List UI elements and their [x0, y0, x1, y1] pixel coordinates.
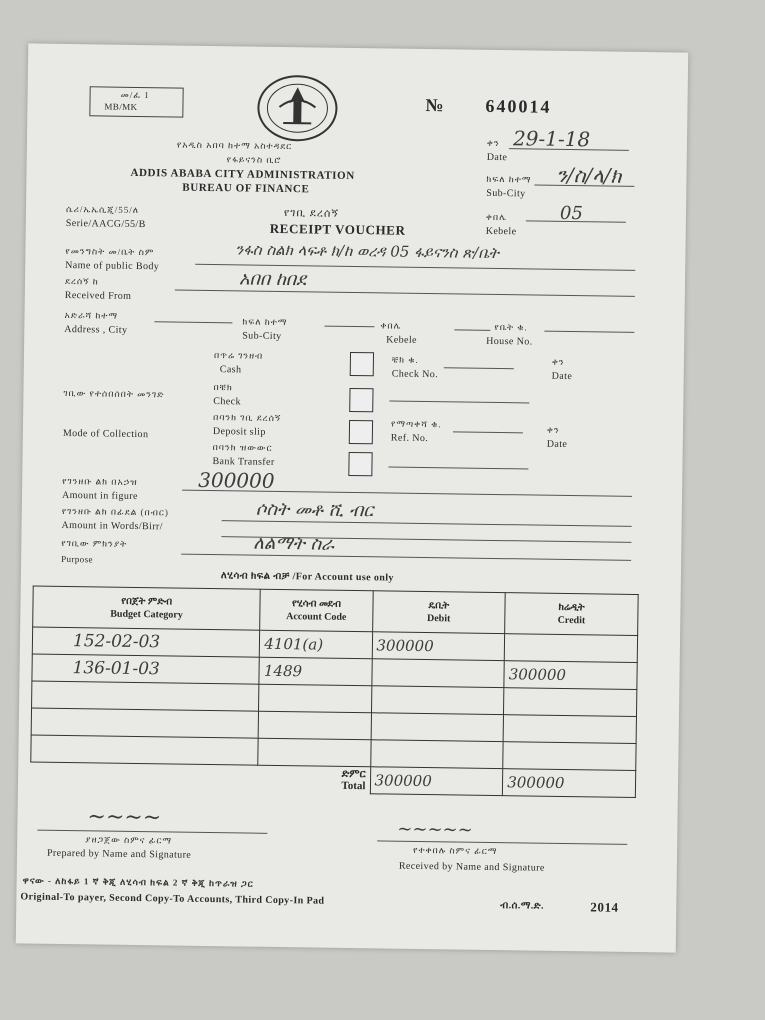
year: 2014 — [590, 899, 619, 915]
serial-number: 640014 — [485, 95, 552, 117]
received-from-value: አበበ ከበደ — [238, 268, 307, 291]
figure-am: የገንዘቡ ልክ በአኃዝ — [62, 475, 138, 488]
total-label: Total — [341, 780, 366, 793]
check-date-label: Date — [551, 370, 573, 383]
transfer-label: Bank Transfer — [212, 456, 275, 468]
received-signature: ~~~~~ — [397, 818, 473, 841]
ref-date-label: Date — [546, 438, 568, 450]
total-credit: 300000 — [503, 769, 636, 798]
public-body-am: የመንግስት መ/ቤት ስም — [65, 245, 155, 258]
received-from-am: ደረሰኝ ከ — [64, 275, 99, 287]
series-en: Serie/AACG/55/B — [65, 217, 146, 231]
col-account-header: የሂሳብ መደብ Account Code — [260, 589, 373, 632]
cash-label: Cash — [219, 364, 242, 376]
deposit-am: በባንክ ገቢ ደረሰኝ — [213, 412, 282, 424]
copies-en: Original-To payer, Second Copy-To Accounts, Third Copy-In Pad — [20, 891, 325, 907]
prepared-signature: ~~~~ — [87, 804, 162, 831]
kebele-value: 05 — [559, 202, 584, 225]
date-am: ቀን — [486, 137, 500, 149]
receipt-voucher — [16, 43, 689, 952]
address-am: አድራሻ ከተማ — [64, 309, 119, 321]
account-use-note: ለሂሳብ ክፍል ብቻ /For Account use only — [220, 570, 394, 584]
check-no-label: Check No. — [391, 368, 439, 381]
deposit-label: Deposit slip — [212, 426, 266, 438]
date-value: 29-1-18 — [512, 126, 591, 152]
check-am: በቼክ — [213, 382, 233, 393]
total-debit: 300000 — [370, 767, 503, 796]
subcity-am: ክፍለ ከተማ — [486, 173, 532, 185]
form-code-box — [89, 86, 183, 117]
finance-am: የፋይናንስ ቢሮ — [226, 154, 282, 165]
subcity2-label: Sub-City — [242, 330, 282, 343]
subcity2-am: ክፍለ ከተማ — [242, 316, 288, 328]
kebele-label: Kebele — [485, 225, 517, 238]
words-am: የገንዘቡ ልክ በፊደል (በብር) — [61, 505, 169, 518]
date-label: Date — [486, 151, 508, 164]
kebele2-am: ቀበሌ — [380, 320, 402, 331]
kebele-am: ቀበሌ — [485, 211, 507, 223]
mode-label: Mode of Collection — [62, 427, 149, 441]
address-label: Address , City — [64, 323, 128, 336]
account-table — [30, 586, 639, 798]
seal-logo-icon — [257, 75, 338, 142]
purpose-value: ለልማት ስራ — [253, 532, 335, 555]
series-am: ሴሪ/ኤኤሲጂ/55/ለ — [65, 203, 140, 215]
check-date-am: ቀን — [551, 356, 565, 367]
ref-date-am: ቀን — [546, 424, 560, 435]
purpose-label: Purpose — [61, 553, 93, 565]
cash-checkbox[interactable] — [350, 352, 374, 376]
ref-am: የማጣቀሻ ቁ. — [390, 418, 442, 430]
copies-am: ዋናው - ለከፋይ 1 ኛ ቅጂ ለሂሳብ ክፍል 2 ኛ ቅጂ ከጥራዝ ጋር — [22, 875, 254, 889]
words-value: ሶስት መቶ ሺ ብር — [255, 498, 374, 522]
cash-am: በጥሬ ገንዘብ — [213, 350, 264, 361]
col-budget-header: የበጀት ምድብ Budget Category — [33, 586, 261, 630]
public-body-value: ንፋስ ስልክ ላፍቶ ክ/ከ ወረዳ 05 ፋይናንስ ጽ/ቤት — [235, 240, 499, 263]
transfer-am: በባንክ ዝውውር — [212, 442, 273, 453]
purpose-am: የገቢው ምክንያት — [61, 537, 128, 549]
prepared-am: ያዘጋጀው ስምና ፊርማ — [85, 834, 173, 846]
ref-label: Ref. No. — [390, 432, 429, 445]
admin-en: ADDIS ABABA CITY ADMINISTRATION — [130, 166, 355, 183]
total-am: ድምር — [341, 768, 366, 781]
serial-number-label: № — [425, 94, 445, 116]
title-am: የገቢ ደረሰኝ — [283, 207, 340, 220]
house-label: House No. — [486, 335, 533, 348]
mode-am: ገቢው የተሰበሰበት መንገድ — [63, 387, 165, 400]
received-from-label: Received From — [64, 289, 132, 302]
form-code-am: መ/ፈ 1 — [120, 89, 150, 101]
figure-label: Amount in figure — [61, 489, 138, 503]
subcity-label: Sub-City — [486, 187, 526, 200]
col-debit-header: ዴቢት Debit — [372, 591, 505, 634]
col-credit-header: ክሬዲት Credit — [505, 593, 638, 636]
public-body-label: Name of public Body — [65, 259, 160, 273]
house-am: የቤት ቁ. — [494, 321, 528, 333]
check-label: Check — [213, 396, 241, 408]
table-row: 136-01-03 1489 300000 — [32, 654, 637, 689]
printer: ብ.ሰ.ማ.ድ. — [500, 900, 544, 912]
received-label: Received by Name and Signature — [398, 860, 545, 874]
received-am: የተቀበሉ ስምና ፊርማ — [413, 844, 498, 857]
subcity-value: ን/ስ/ላ/ክ — [556, 162, 622, 188]
check-checkbox[interactable] — [349, 388, 373, 412]
transfer-checkbox[interactable] — [348, 452, 372, 476]
table-row: 152-02-03 4101(a) 300000 — [32, 627, 637, 662]
words-label: Amount in Words/Birr/ — [61, 519, 163, 533]
prepared-label: Prepared by Name and Signature — [46, 847, 192, 861]
check-no-am: ቼክ ቁ. — [391, 354, 419, 365]
kebele2-label: Kebele — [386, 334, 418, 346]
form-code: MB/MK — [104, 101, 138, 112]
deposit-checkbox[interactable] — [349, 420, 373, 444]
finance-en: BUREAU OF FINANCE — [182, 181, 310, 196]
figure-value: 300000 — [198, 467, 275, 493]
admin-am: የአዲስ አበባ ከተማ አስተዳደር — [176, 139, 293, 152]
title-en: RECEIPT VOUCHER — [269, 220, 406, 238]
